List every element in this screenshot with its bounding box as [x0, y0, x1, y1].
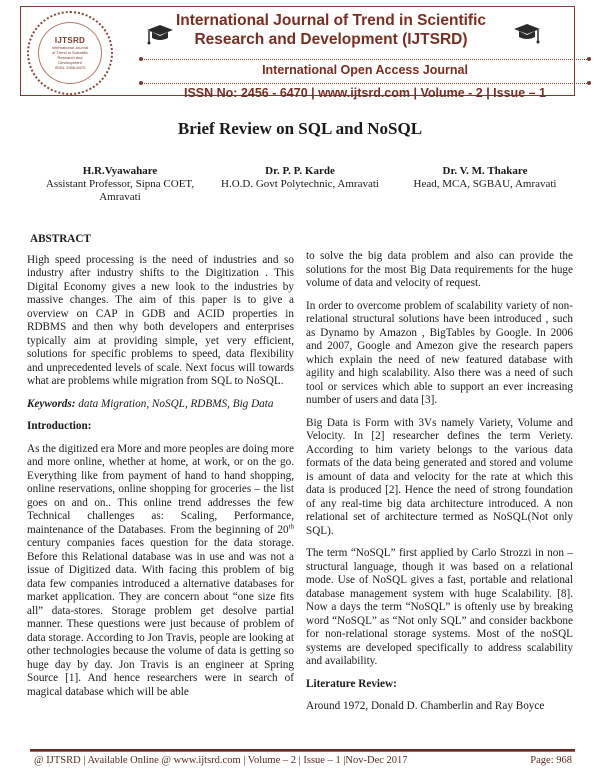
introduction-paragraph — [27, 443, 294, 700]
keywords — [27, 398, 294, 412]
superscript: th — [288, 521, 294, 530]
seal-text: of Trend in Scientific — [51, 50, 89, 55]
footer-citation: @ IJTSRD | Available Online @ www.ijtsrd.com | Volume – 2 | Issue – 1 |Nov-Dec 2017 — [34, 755, 408, 766]
body-paragraph: Around 1972, Donald D. Chamberlin and Ray Boyce — [306, 700, 545, 712]
seal-text: Research and — [57, 55, 83, 60]
author-block — [210, 165, 390, 191]
introduction-heading: Introduction: — [27, 420, 92, 432]
author-block — [395, 165, 575, 191]
journal-title-line-2: Research and Development (IJTSRD) — [194, 31, 468, 48]
left-column — [27, 233, 294, 708]
literature-review-heading: Literature Review: — [306, 677, 397, 690]
footer-divider — [30, 749, 575, 752]
body-paragraph: to solve the big data problem and also can provide the solutions for the most Big Data requirements for the huge volume of data and velocity of request. — [306, 250, 573, 289]
keywords-label: Keywords: — [27, 397, 76, 410]
body-paragraph: The term “NoSQL” first applied by Carlo Strozzi in non –structural language, though it was based on a relational mode. Use of NoSQL gives a fast, portable and relational database management system with huge Scalability. [8]. Now a days the term “NoSQL” is oftenly use by breaking word “NoSQL” as “Not only SQL” and consider backbone for non-relational storage systems. Most of the noSQL systems are developed specifically to address scalability and availability. — [306, 547, 573, 667]
dotted-divider — [141, 59, 589, 60]
paper-title: Brief Review on SQL and NoSQL — [177, 119, 423, 138]
page-number: Page: 968 — [530, 755, 572, 766]
keywords-text: data Migration, NoSQL, RDBMS, Big Data — [75, 397, 274, 410]
right-column — [306, 250, 573, 723]
author-block — [30, 165, 210, 204]
seal-text: Development — [58, 60, 82, 65]
author-name: H.R.Vyawahare — [82, 165, 158, 177]
intro-text: century companies faces question for the data storage. Before this Relational database was in use and was not a issue of Digitized data. With facing this problem of big data few companies introduced a alternative databases for market application. They are concern about “one size fits all” data-stores. Storage problem get desolve partial manner. These questions were just because of problem of data storage. According to Jon Travis, people are looking at other technologies because the volume of data is getting so huge day by day. Jon Travis is an engineer at Spring Source [1]. And hence researchers were in search of magical database which will be able — [27, 537, 294, 698]
seal-abbr: IJTSRD — [54, 36, 86, 45]
seal-text: International Journal — [51, 45, 89, 50]
issn-line: ISSN No: 2456 - 6470 | www.ijtsrd.com | Volume - 2 | Issue – 1 — [183, 86, 546, 100]
open-access-label: International Open Access Journal — [262, 63, 468, 77]
author-affiliation: Assistant Professor, Sipna COET, Amravati — [45, 178, 195, 203]
abstract-heading: ABSTRACT — [30, 233, 91, 245]
body-paragraph: Big Data is Form with 3Vs namely Variety, Volume and Velocity. In [2] researcher defines the term Veriety. According to him variety belongs to the various data formats of the data being generated and stored and volume is amount of data and velocity for the rate at which this data is produced [2]. Hence the need of strong foundation of any real-time big data architecture introduced. A non relational set of architecture termed as NoSQL(Not only SQL). — [306, 416, 573, 537]
seal-inner — [38, 22, 102, 84]
journal-masthead — [20, 6, 575, 100]
author-affiliation: H.O.D. Govt Polytechnic, Amravati — [221, 178, 379, 190]
journal-title — [171, 11, 491, 49]
graduation-cap-icon — [146, 22, 174, 46]
author-name: Dr. P. P. Karde — [265, 165, 335, 177]
seal-text: ISSN: 2456-6470 — [54, 65, 86, 70]
abstract-text: High speed processing is the need of industries and so industry after industry shifts to the Digitization . This Digital Economy gives a new look to the industries by massive changes. The aim of this paper is to give a overview on CAP in GDB and ACID properties in RDBMS and then why both developers and enterprises typically aim at providing simple, yet very efficient, solutions for specific problems to speed, data flexibility and unprecedented levels of scale. Next focus will towards what are problems while migration from SQL to NoSQL. — [27, 253, 294, 387]
author-affiliation: Head, MCA, SGBAU, Amravati — [413, 178, 557, 190]
body-paragraph: In order to overcome problem of scalability variety of non-relational structural solutions have been introduced , such as Dynamo by Amazon , BigTables by Google. In 2006 and 2007, Google and Amezon give the research papers which explain the need of new featured database with agility and high scalability. Also there was a need of such tool or services which able to support an ever increasing number of users and data [3]. — [306, 299, 573, 406]
journal-seal-logo — [27, 11, 113, 95]
author-name: Dr. V. M. Thakare — [442, 165, 528, 177]
journal-title-line-1: International Journal of Trend in Scientific — [175, 12, 487, 29]
intro-text: As the digitized era More and more peoples are doing more and more online, whether at home, at work, or on the go. Everything like from payment of hand to hand shopping, online reservations, online shopping for groceries – the list goes on and on.. This online trend addresses the few Technical challenges as: Scaling, Performance, maintenance of the Databases. From the beginning of 20 — [27, 442, 294, 536]
dotted-divider — [141, 83, 589, 84]
graduation-cap-icon — [513, 21, 541, 45]
